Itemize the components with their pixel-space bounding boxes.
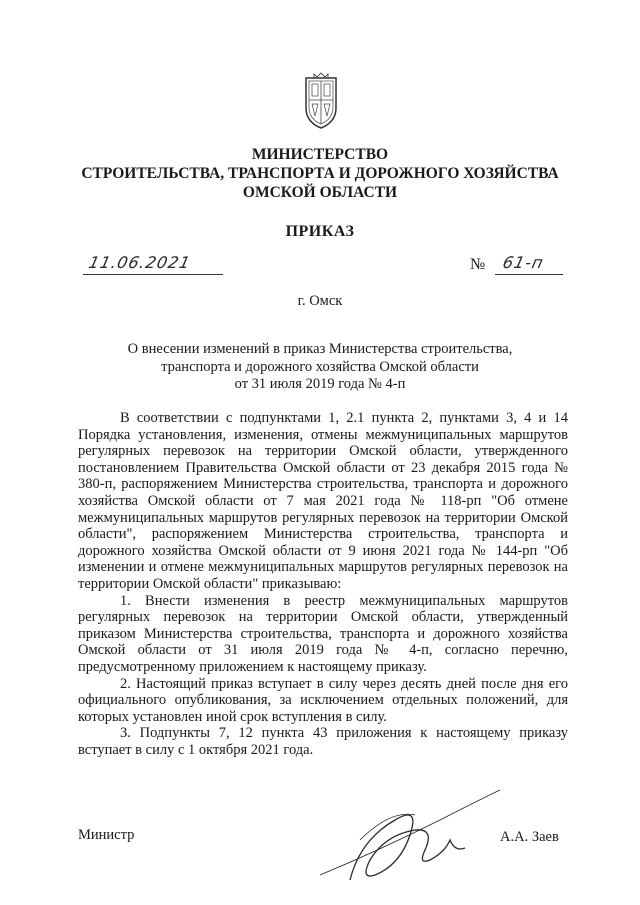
ministry-line-2: СТРОИТЕЛЬСТВА, ТРАНСПОРТА И ДОРОЖНОГО ХОЗЯЙСТВА (81, 165, 559, 182)
body-paragraph-preamble: В соответствии с подпунктами 1, 2.1 пункта 2, пунктами 3, 4 и 14 Порядка установления, изменения, отмены межмуниципальных маршрутов регулярных перевозок на территории Омской области, утвержденного постановлением Правительства Омской области от 23 декабря 2015 года № 380-п, распоряжением Министерства строительства, транспорта и дорожного хозяйства Омской области от 7 мая 2021 года № 118-рп "Об отмене межмуниципальных маршрутов регулярных перевозок на территории Омской области", распоряжением Министерства строительства, транспорта и дорожного хозяйства Омской области от 9 июня 2021 года № 144-рп "Об изменении и отмене межмуниципальных маршрутов регулярных перевозок на территории Омской области" приказываю: (78, 410, 568, 592)
subject-line-3: от 31 июля 2019 года № 4-п (234, 376, 406, 392)
body-paragraph-item-3: 3. Подпункты 7, 12 пункта 43 приложения к настоящему приказу вступает в силу с 1 октября 2021 года. (78, 725, 568, 758)
body-paragraph-item-1: 1. Внести изменения в реестр межмуниципальных маршрутов регулярных перевозок на территории Омской области, утвержденный приказом Министерства строительства, транспорта и дорожного хозяйства Омской области от 31 июля 2019 года № 4-п, согласно перечню, предусмотренному приложением к настоящему приказу. (78, 592, 568, 675)
city: г. Омск (297, 293, 343, 309)
handwritten-signature (300, 780, 510, 890)
order-number-field (495, 252, 563, 275)
signatory-title: Министр (78, 827, 135, 843)
body-paragraph-item-2: 2. Настоящий приказ вступает в силу через десять дней после дня его официального опубликования, за исключением отдельных положений, для которых установлен иной срок вступления в силу. (78, 675, 568, 725)
subject-line-2: транспорта и дорожного хозяйства Омской области (161, 358, 479, 375)
order-number-label: № (470, 256, 486, 273)
coat-of-arms-icon (300, 72, 342, 130)
subject-line-1: О внесении изменений в приказ Министерства строительства, (127, 341, 513, 357)
order-subject (60, 341, 580, 394)
order-title: ПРИКАЗ (285, 223, 355, 240)
ministry-line-3: ОМСКОЙ ОБЛАСТИ (242, 184, 398, 201)
order-date-field (83, 252, 223, 275)
order-date-handwritten: 11.06.2021 (86, 253, 193, 272)
ministry-line-1: МИНИСТЕРСТВО (251, 146, 389, 163)
signatory-name: А.А. Заев (500, 829, 559, 845)
order-body (78, 410, 568, 758)
order-number-handwritten: 61-п (500, 253, 546, 272)
